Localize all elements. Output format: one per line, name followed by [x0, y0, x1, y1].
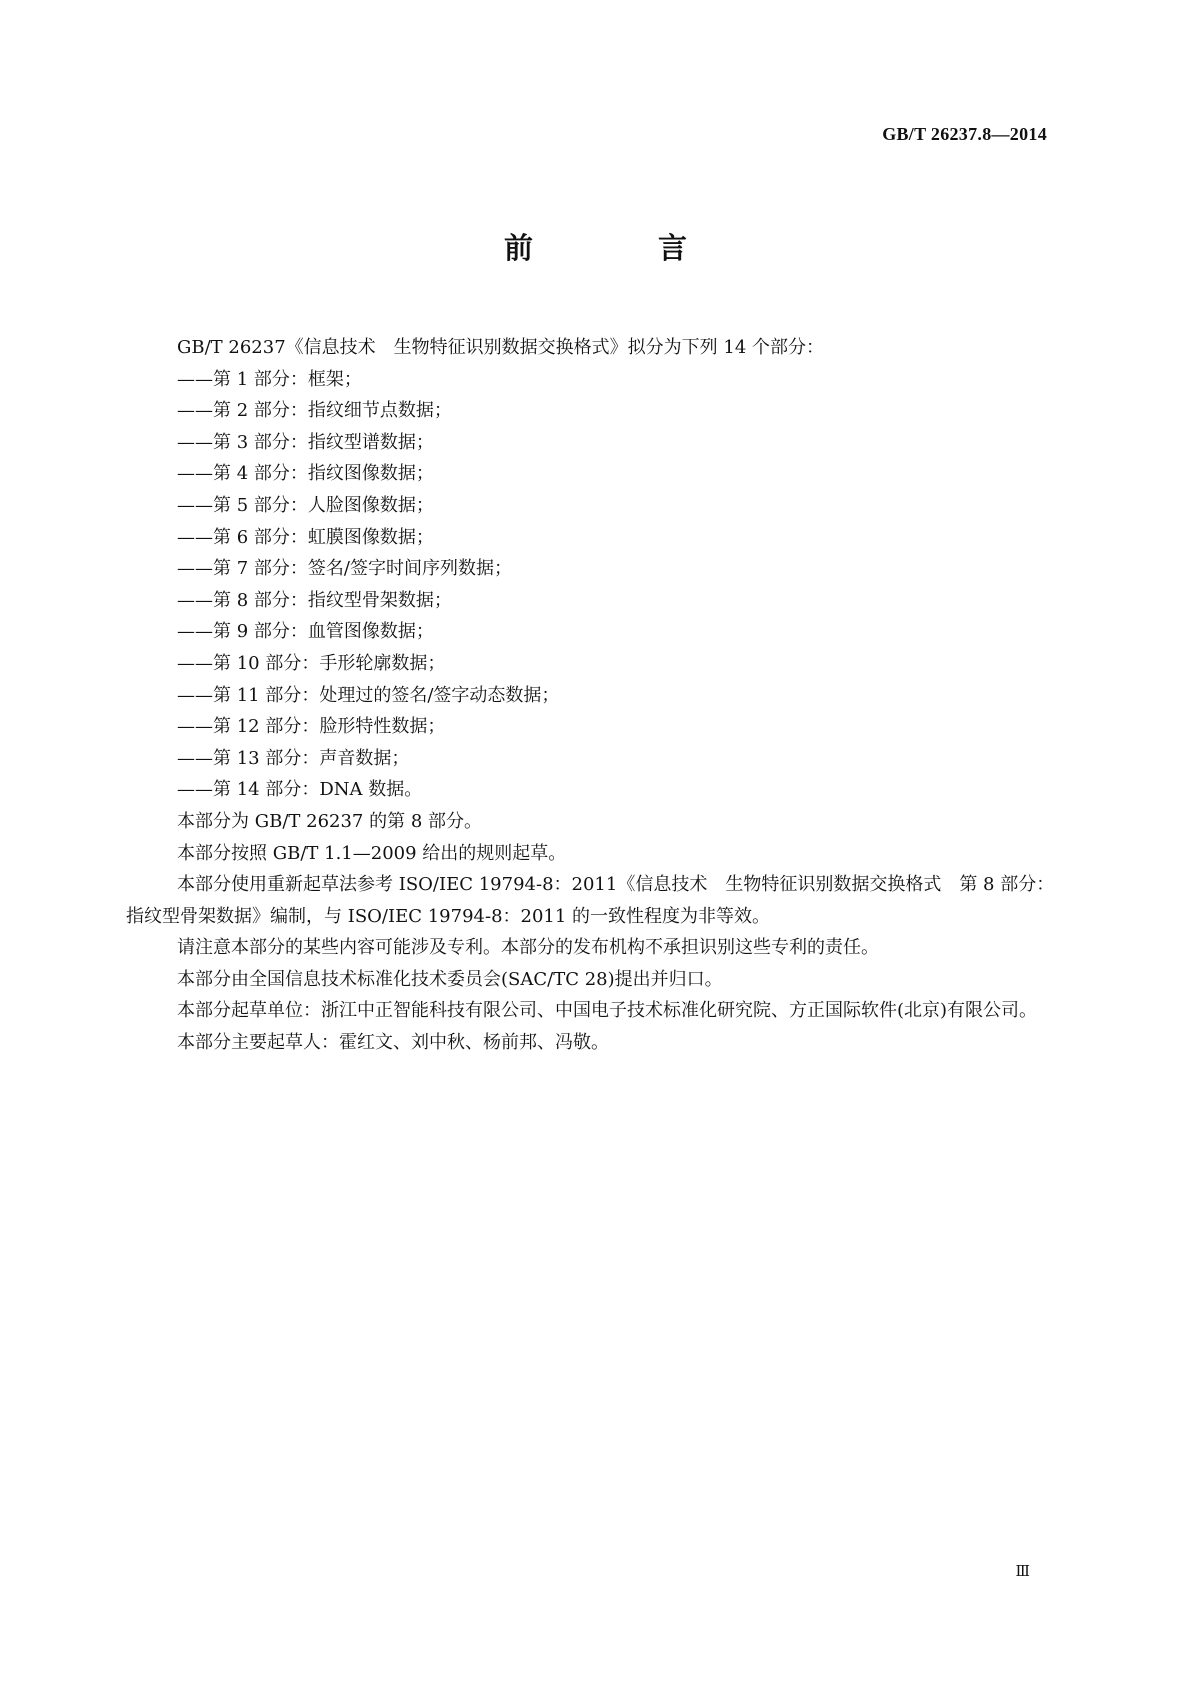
part-list-item: ——第 6 部分：虹膜图像数据； [177, 526, 434, 548]
foreword-body [126, 332, 1058, 1059]
part-list-item: ——第 2 部分：指纹细节点数据； [177, 400, 452, 422]
reference-standard-paragraph: 本部分使用重新起草法参考 ISO/IEC 19794-8：2011《信息技术 生物特征识别数据交换格式 第 8 部分：指纹型骨架数据》编制，与 ISO/IEC 19794-8：2011 的一致性程度为非等效。 [126, 874, 1055, 927]
part-number-paragraph: 本部分为 GB/T 26237 的第 8 部分。 [177, 810, 482, 832]
part-list-item: ——第 10 部分：手形轮廓数据； [177, 652, 446, 674]
page-title: 前 言 [503, 231, 735, 265]
intro-paragraph: GB/T 26237《信息技术 生物特征识别数据交换格式》拟分为下列 14 个部分： [177, 337, 825, 358]
part-list-item: ——第 8 部分：指纹型骨架数据； [177, 589, 452, 611]
part-list-item: ——第 13 部分：声音数据； [177, 747, 410, 769]
document-code: GB/T 26237.8—2014 [882, 124, 1047, 144]
drafters-paragraph: 本部分主要起草人：霍红文、刘中秋、杨前邦、冯敬。 [177, 1032, 609, 1054]
patent-notice-paragraph: 请注意本部分的某些内容可能涉及专利。本部分的发布机构不承担识别这些专利的责任。 [177, 937, 879, 959]
proposer-paragraph: 本部分由全国信息技术标准化技术委员会(SAC/TC 28)提出并归口。 [177, 968, 723, 990]
part-list-item: ——第 4 部分：指纹图像数据； [177, 463, 434, 485]
part-list-item: ——第 7 部分：签名/签字时间序列数据； [177, 558, 512, 580]
part-list-item: ——第 14 部分：DNA 数据。 [177, 779, 423, 801]
part-list-item: ——第 9 部分：血管图像数据； [177, 621, 434, 643]
part-list-item: ——第 11 部分：处理过的签名/签字动态数据； [177, 684, 560, 706]
part-list-item: ——第 1 部分：框架； [177, 368, 362, 390]
drafting-rules-paragraph: 本部分按照 GB/T 1.1—2009 给出的规则起草。 [177, 842, 567, 864]
part-list-item: ——第 3 部分：指纹型谱数据； [177, 431, 434, 453]
drafting-units-paragraph: 本部分起草单位：浙江中正智能科技有限公司、中国电子技术标准化研究院、方正国际软件(北京)有限公司。 [177, 1000, 1038, 1022]
part-list-item: ——第 5 部分：人脸图像数据； [177, 494, 434, 516]
page-number: Ⅲ [1015, 1564, 1030, 1580]
part-list-item: ——第 12 部分：脸形特性数据； [177, 716, 446, 738]
